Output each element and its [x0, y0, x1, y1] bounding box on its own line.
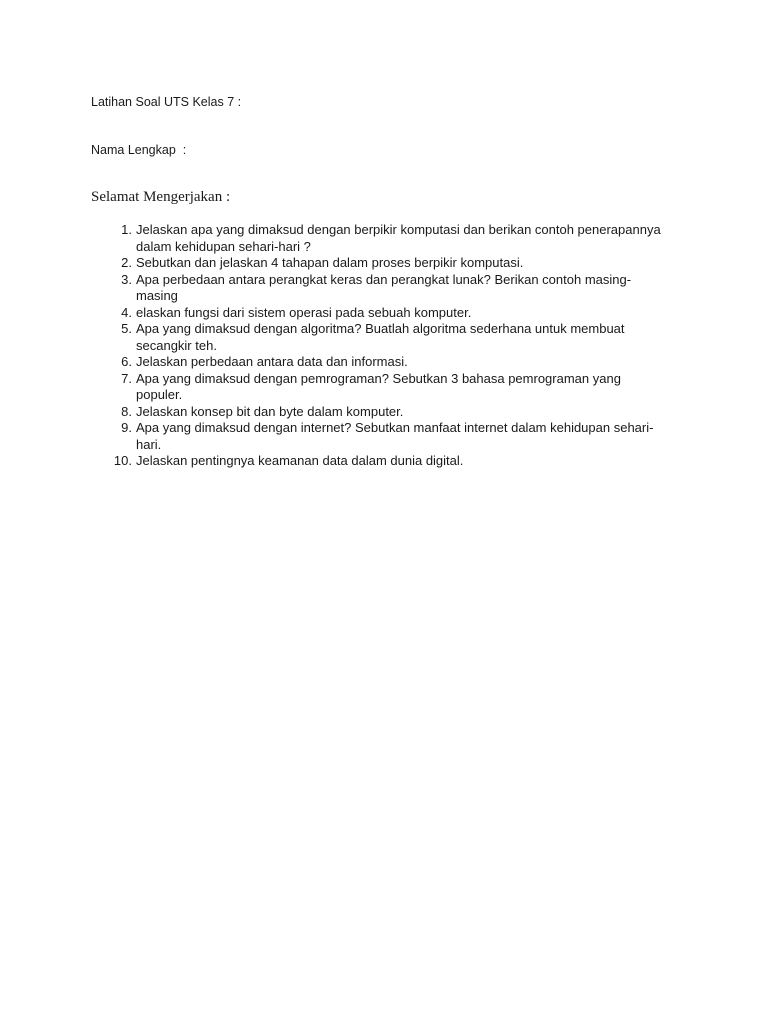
- question-item: [109, 420, 669, 453]
- question-number: 9.: [121, 420, 132, 435]
- question-number: 8.: [121, 403, 132, 419]
- question-text: Apa perbedaan antara perangkat keras dan perangkat lunak? Berikan contoh masing-masing: [136, 271, 632, 303]
- question-item: [109, 321, 669, 354]
- question-text: Jelaskan konsep bit dan byte dalam komputer.: [136, 403, 404, 419]
- question-item: [109, 404, 669, 421]
- question-text: Apa yang dimaksud dengan internet? Sebutkan manfaat internet dalam kehidupan sehari-hari.: [136, 420, 654, 452]
- name-field-label: Nama Lengkap :: [91, 143, 187, 157]
- question-item: [109, 453, 669, 470]
- question-text: Apa yang dimaksud dengan pemrograman? Sebutkan 3 bahasa pemrograman yang populer.: [136, 370, 621, 402]
- question-text: elaskan fungsi dari sistem operasi pada sebuah komputer.: [136, 304, 472, 320]
- question-number: 4.: [121, 304, 132, 320]
- question-text: Sebutkan dan jelaskan 4 tahapan dalam proses berpikir komputasi.: [136, 255, 524, 270]
- question-text: Jelaskan perbedaan antara data dan informasi.: [136, 354, 408, 369]
- question-number: 3.: [121, 271, 132, 287]
- question-number: 6.: [121, 354, 132, 369]
- question-item: [109, 354, 669, 371]
- question-item: [109, 272, 669, 305]
- question-item: [109, 255, 669, 272]
- question-list: [109, 222, 669, 470]
- question-text: Apa yang dimaksud dengan algoritma? Buatlah algoritma sederhana untuk membuat secangkir teh.: [136, 321, 625, 353]
- question-number: 10.: [113, 453, 132, 468]
- document-title: Latihan Soal UTS Kelas 7 :: [91, 95, 242, 109]
- question-text: Jelaskan pentingnya keamanan data dalam dunia digital.: [136, 453, 464, 468]
- question-item: [109, 222, 669, 255]
- question-number: 2.: [121, 255, 132, 270]
- question-text: Jelaskan apa yang dimaksud dengan berpikir komputasi dan berikan contoh penerapannya dalam kehidupan sehari-hari ?: [136, 222, 661, 254]
- question-item: [109, 371, 669, 404]
- question-item: [109, 305, 669, 322]
- question-number: 1.: [121, 222, 132, 237]
- question-number: 7.: [121, 370, 132, 386]
- greeting-heading: Selamat Mengerjakan :: [91, 189, 231, 205]
- question-number: 5.: [121, 321, 132, 336]
